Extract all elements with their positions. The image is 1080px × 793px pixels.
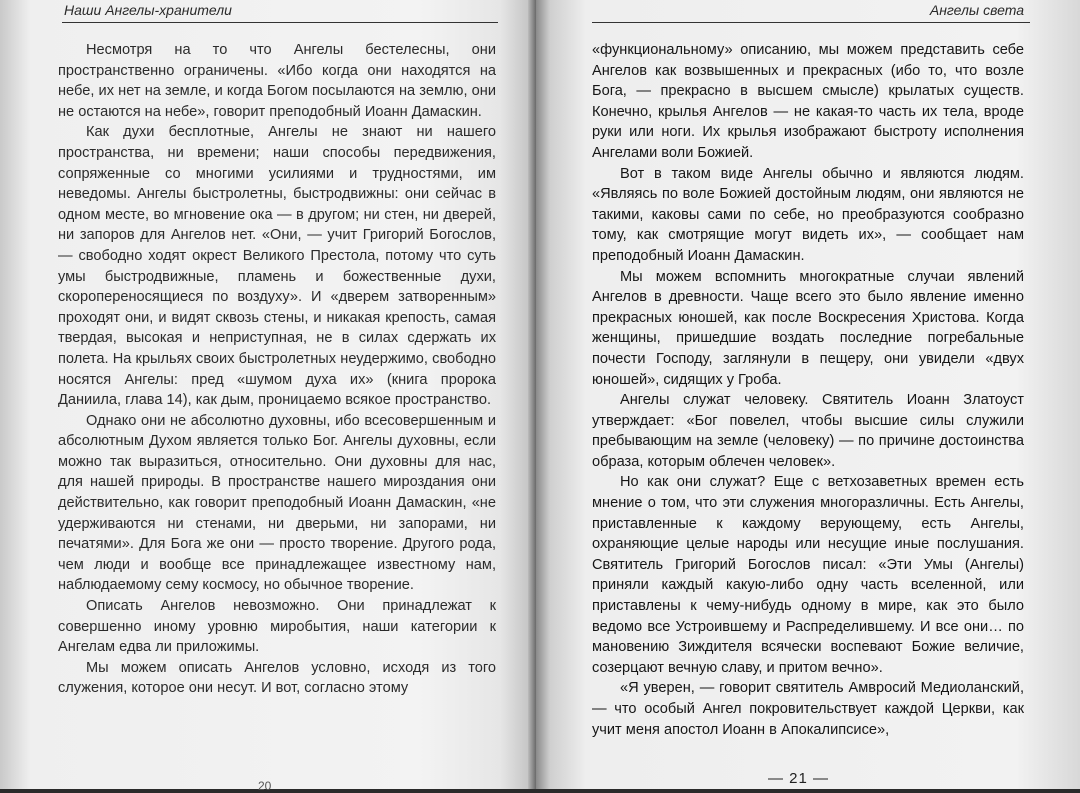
left-paragraph-1: Несмотря на то что Ангелы бестелесны, они пространственно ограничены. «Ибо когда они находятся на небе, их нет на земле, и когда Богом посылаются на землю, они не остаются на небе», говорит преподобный Иоанн Дамаскин. bbox=[58, 42, 496, 120]
right-paragraph-2: Вот в таком виде Ангелы обычно и являются людям. «Являясь по воле Божией достойным людям, они являются не такими, каковы сами по себе, но преобразуются сообразно тому, как смотрящие могут видеть их», — сообщает нам преподобный Иоанн Дамаскин. bbox=[592, 165, 1024, 264]
right-paragraph-4: Ангелы служат человеку. Святитель Иоанн Златоуст утверждает: «Бог повелел, чтобы высшие силы служили пребывающим на земле (человеку) — по причине достоинства образа, которым облечен человек». bbox=[592, 392, 1024, 470]
right-running-head-text: Ангелы света bbox=[929, 2, 1024, 18]
right-paragraph-6: «Я уверен, — говорит святитель Амвросий Медиоланский, — что особый Ангел покровительствует каждой Церкви, как учит меня апостол Иоанн в Апокалипсисе», bbox=[592, 680, 1024, 738]
right-running-head bbox=[592, 0, 1030, 23]
left-paragraph-5: Мы можем описать Ангелов условно, исходя из того служения, которое они несут. И вот, согласно этому bbox=[58, 659, 496, 697]
left-paragraph-4: Описать Ангелов невозможно. Они принадлежат к совершенно иному уровню миробытия, наши категории к Ангелам едва ли приложимы. bbox=[58, 598, 496, 656]
left-running-head-text: Наши Ангелы-хранители bbox=[64, 2, 232, 18]
left-paragraph-3: Однако они не абсолютно духовны, ибо всесовершенным и абсолютным Духом является только Бог. Ангелы духовны, если можно так выразиться, относительно. Они духовны для нас, для нашей природы. В пространстве нашего мироздания они действительно, как говорит преподобный Иоанн Дамаскин, «не удерживаются ни стенами, ни дверьми, ни запорами, ни печатями». Для Бога же они — просто творение. Другого рода, чем люди и вообще все принадлежащее известному нам, наблюдаемому сему космосу, но обычное творение. bbox=[58, 412, 496, 594]
left-page bbox=[0, 0, 536, 793]
right-page-body bbox=[592, 40, 1024, 740]
left-paragraph-2: Как духи бесплотные, Ангелы не знают ни нашего пространства, ни времени; наши способы передвижения, сопряженные со многими усилиями и трудностями, им неведомы. Ангелы быстролетны, быстродвижны: они сейчас в одном месте, во мгновение ока — в другом; ни стен, ни дверей, ни запоров для Ангелов нет. «Они, — учит Григорий Богослов, — свободно ходят окрест Великого Престола, потому что суть умы быстродвижные, пламень и божественные духи, скоропереносящиеся по воздуху». И «дверем затворенным» проходят они, и видят сквозь стены, и никакая крепость, самая твердая, высокая и неприступная, не в силах сдержать их полета. На крыльях своих быстролетных неудержимо, свободно носятся Ангелы: пред «шумом духа их» (книга пророка Даниила, глава 14), как дым, проницаемо всякое пространство. bbox=[58, 124, 496, 409]
right-page-number: — 21 — bbox=[768, 770, 830, 787]
right-paragraph-5: Но как они служат? Еще с ветхозаветных времен есть мнение о том, что эти служения многоразличны. Есть Ангелы, приставленные к каждому верующему, есть Ангелы, охраняющие целые народы или несущие иные послушания. Святитель Григорий Богослов писал: «Эти Умы (Ангелы) приняли каждый какую-либо одну часть вселенной, или приставлены к чему-нибудь одному в мире, как это было ведомо все Устроившему и Распределившему. И все они… по мановению Зиждителя всячески воспевают Божие величие, созерцают вечную славу, и притом вечно». bbox=[592, 474, 1024, 676]
right-paragraph-3: Мы можем вспомнить многократные случаи явлений Ангелов в древности. Чаще всего это было явление именно прекрасных юношей, как после Воскресения Христова. Когда женщины, пришедшие воздать последние погребальные почести Господу, заглянули в пещеру, они увидели «двух юношей», сидящих у Гроба. bbox=[592, 268, 1024, 388]
right-paragraph-1: «функциональному» описанию, мы можем представить себе Ангелов как возвышенных и прекрасных (ибо то, что возле Бога, — прекрасно в высшем смысле) крылатых существ. Конечно, крылья Ангелов — не какая-то часть их тела, вроде руки или ноги. Их крылья изображают быстроту исполнения Ангелами воли Божией. bbox=[592, 42, 1024, 161]
left-page-number: 20 bbox=[258, 779, 272, 793]
left-running-head bbox=[62, 0, 498, 23]
left-page-body bbox=[58, 40, 496, 699]
